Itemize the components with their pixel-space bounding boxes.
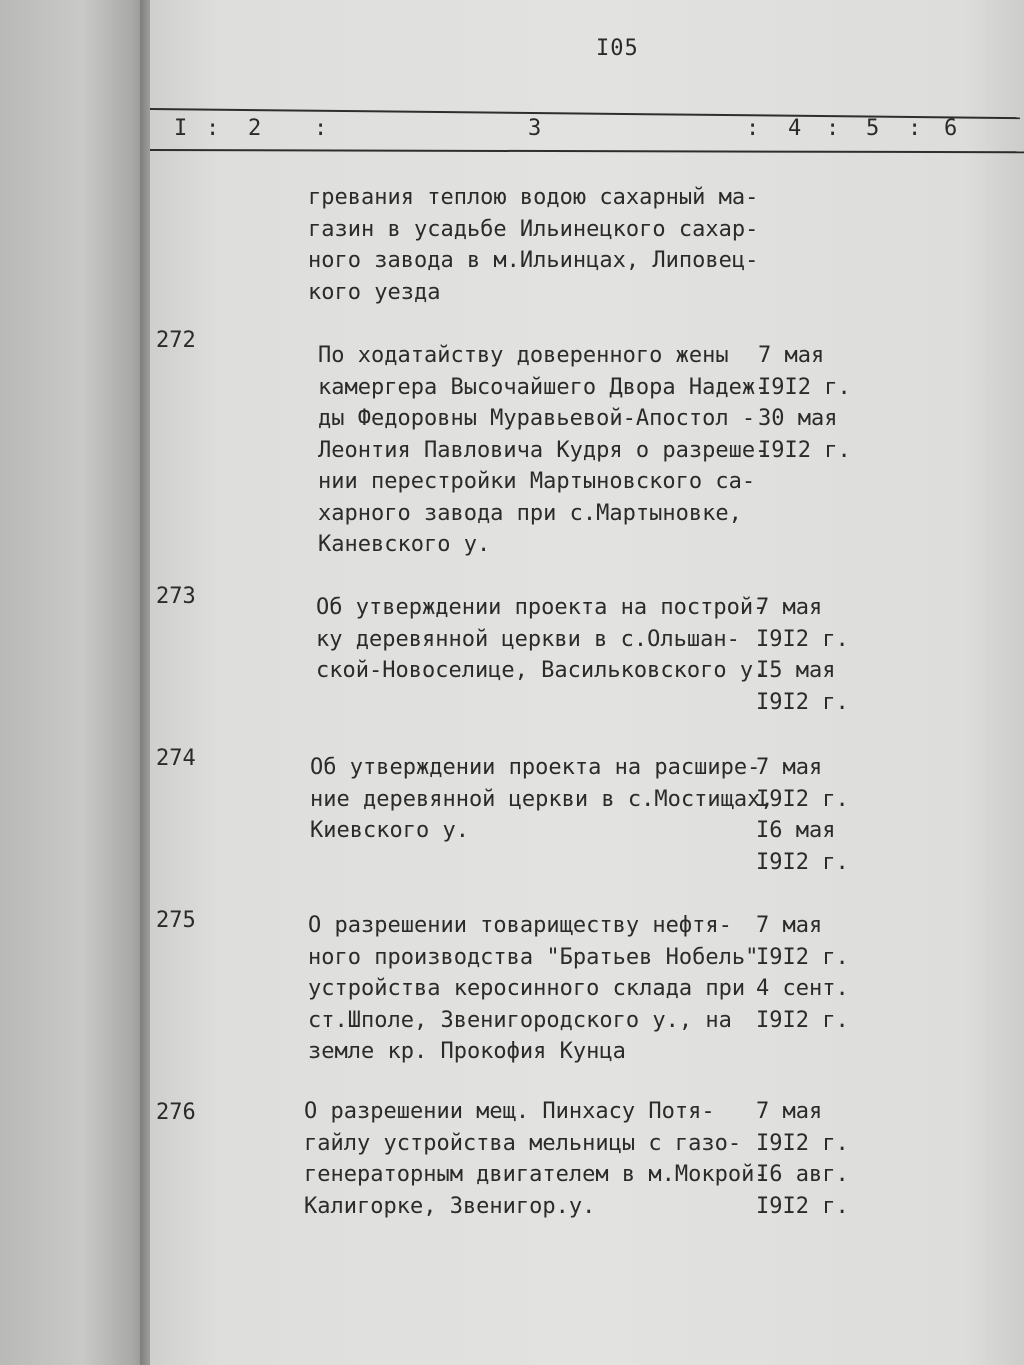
column-header-1: I xyxy=(174,116,188,141)
entry-description: Об утверждении проекта на построй- ку деревянной церкви в с.Ольшан- ской-Новоселице, Васильковского у. xyxy=(316,595,767,683)
column-separator: : xyxy=(314,116,328,141)
entry-dates: 7 мая I9I2 г. I6 мая I9I2 г. xyxy=(756,755,849,875)
entry-number: 275 xyxy=(156,908,196,933)
column-separator: : xyxy=(908,116,922,141)
entry-dates: 7 мая I9I2 г. 4 сент. I9I2 г. xyxy=(756,913,849,1033)
column-header-2: 2 xyxy=(248,116,262,141)
entry-number: 273 xyxy=(156,584,196,609)
continued-entry-text: гревания теплою водою сахарный ма- газин в усадьбе Ильинецкого сахар- ного завода в м.Ильинцах, Липовец- кого уезда xyxy=(308,185,759,305)
column-header-6: 6 xyxy=(944,116,958,141)
entry-dates: 7 мая I9I2 г. 30 мая I9I2 г. xyxy=(758,343,851,463)
entry-description: О разрешении товариществу нефтя- ного производства "Братьев Нобель" устройства керосинного склада при ст.Шполе, Звенигородского у., на земле кр. Прокофия Кунца xyxy=(308,913,759,1064)
column-separator: : xyxy=(826,116,840,141)
column-header-5: 5 xyxy=(866,116,880,141)
document-page xyxy=(150,0,1024,1365)
header-bottom-rule xyxy=(150,149,1024,153)
column-header-3: 3 xyxy=(528,116,542,141)
entry-number: 272 xyxy=(156,328,196,353)
entry-description: По ходатайству доверенного жены камергера Высочайшего Двора Надеж- ды Федоровны Муравьевой-Апостол - Леонтия Павловича Кудря о разреше- нии перестройки Мартыновского са- харного завода при с.Мартыновке, Каневского у. xyxy=(318,343,769,557)
page-number: I05 xyxy=(596,36,639,61)
entry-number: 276 xyxy=(156,1100,196,1125)
entry-number: 274 xyxy=(156,746,196,771)
left-facing-page xyxy=(0,0,150,1365)
entry-dates: 7 мая I9I2 г. I5 мая I9I2 г. xyxy=(756,595,849,715)
header-top-rule xyxy=(150,108,1020,119)
entry-description: О разрешении мещ. Пинхасу Потя- гайлу устройства мельницы с газо- генераторным двигателем в м.Мокрой- Калигорке, Звенигор.у. xyxy=(304,1099,768,1219)
entry-dates: 7 мая I9I2 г. I6 авг. I9I2 г. xyxy=(756,1099,849,1219)
column-separator: : xyxy=(206,116,220,141)
entry-description: Об утверждении проекта на расшире- ние деревянной церкви в с.Мостищах, Киевского у. xyxy=(310,755,774,843)
column-separator: : xyxy=(746,116,760,141)
page-edge-shadow xyxy=(964,0,1024,1365)
column-header-4: 4 xyxy=(788,116,802,141)
